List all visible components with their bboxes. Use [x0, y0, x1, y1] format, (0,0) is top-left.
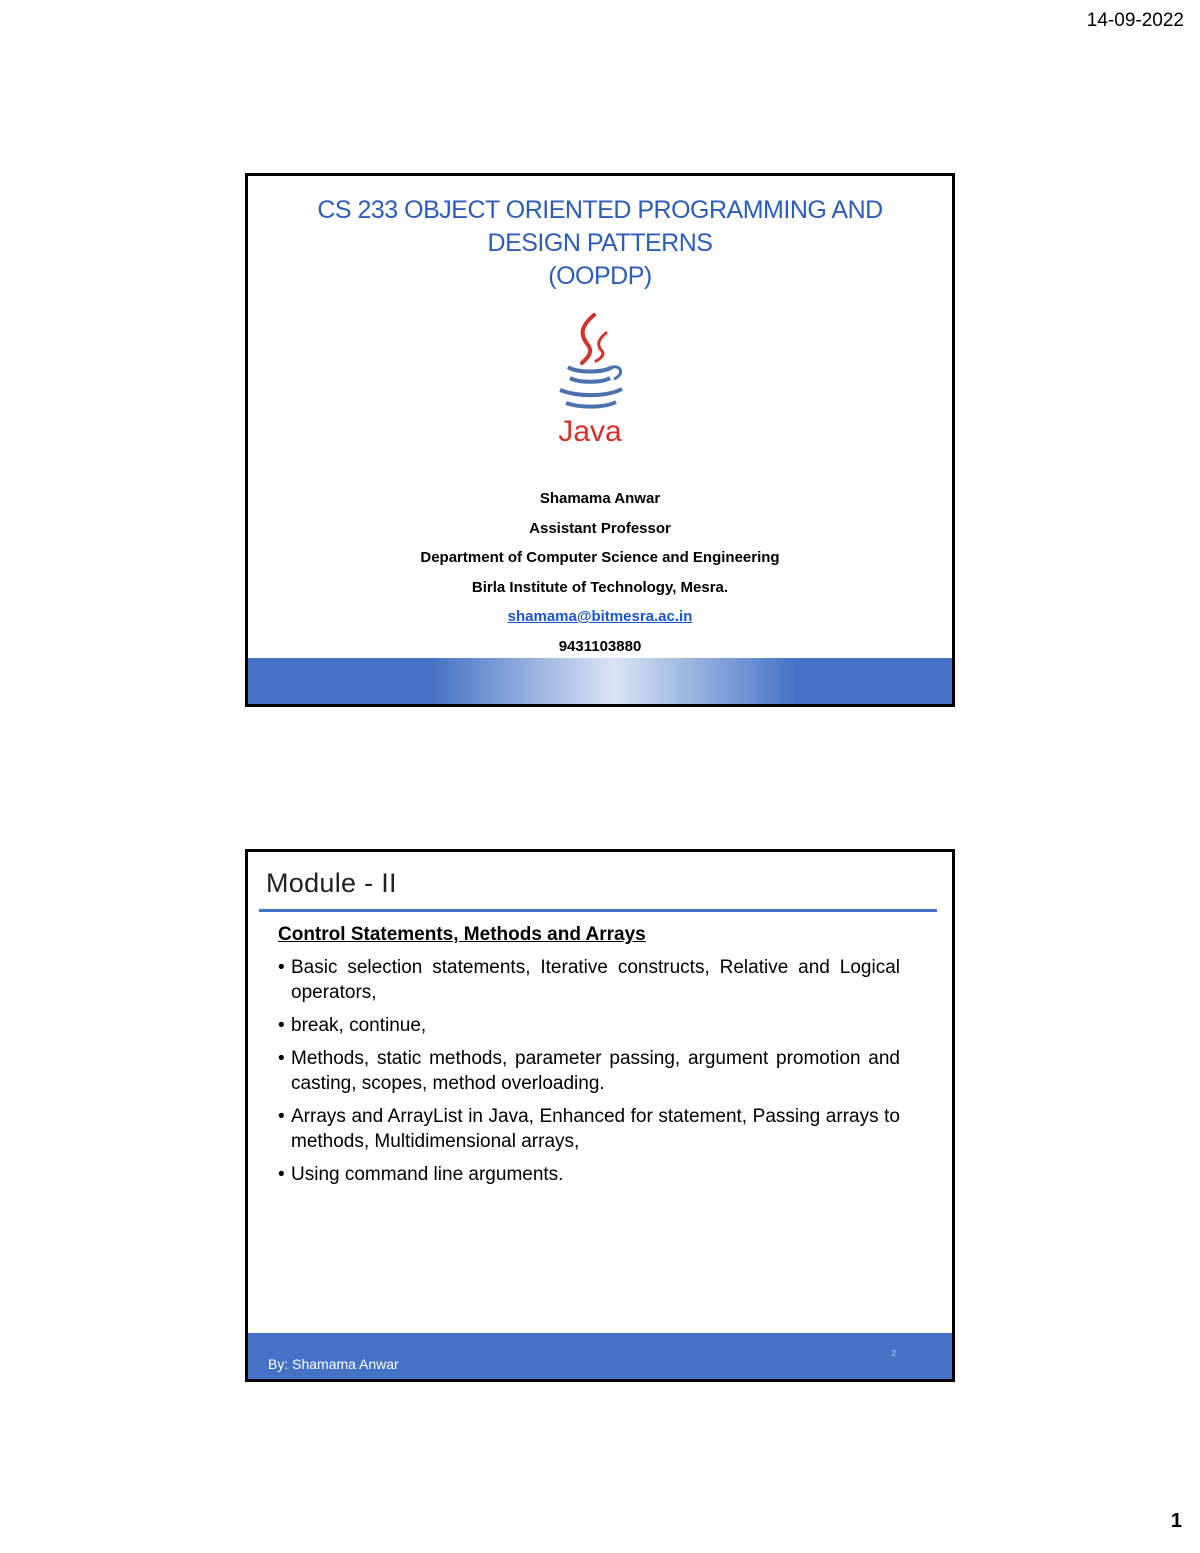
slide-footer-band [248, 1333, 952, 1379]
slide-footer-band [248, 658, 952, 704]
course-title [248, 194, 952, 293]
list-item: • break, continue, [278, 1013, 900, 1038]
author-phone: 9431103880 [558, 637, 642, 655]
list-item: • Methods, static methods, parameter passing, argument promotion and casting, scopes, method overloading. [278, 1046, 900, 1096]
module-subtitle: Control Statements, Methods and Arrays [278, 924, 646, 945]
course-title-line-3: (OOPDP) [548, 262, 652, 290]
module-slide [245, 849, 955, 1382]
module-title: Module - II [266, 868, 397, 898]
list-item: • Arrays and ArrayList in Java, Enhanced for statement, Passing arrays to methods, Multidimensional arrays, [278, 1104, 900, 1154]
topic-list [278, 955, 900, 1187]
course-title-line-2: DESIGN PATTERNS [487, 229, 713, 257]
module-content [278, 922, 900, 1195]
author-department: Department of Computer Science and Engineering [420, 549, 780, 566]
author-name: Shamama Anwar [539, 490, 661, 507]
page-date: 14-09-2022 [1086, 10, 1184, 31]
author-email-link[interactable]: shamama@bitmesra.ac.in [507, 608, 693, 625]
footer-author: By: Shamama Anwar [268, 1356, 399, 1372]
list-item: • Basic selection statements, Iterative constructs, Relative and Logical operators, [278, 955, 900, 1005]
list-item: • Using command line arguments. [278, 1162, 900, 1187]
page-number: 1 [1170, 1510, 1182, 1532]
author-institute: Birla Institute of Technology, Mesra. [471, 578, 729, 596]
title-slide [245, 173, 955, 707]
slide-number: 2 [891, 1349, 896, 1358]
title-divider [259, 909, 937, 912]
java-logo-icon [550, 311, 630, 446]
author-designation: Assistant Professor [529, 519, 671, 537]
java-logo-text: Java [558, 415, 622, 446]
author-info [248, 484, 952, 661]
course-title-line-1: CS 233 OBJECT ORIENTED PROGRAMMING AND [317, 196, 883, 224]
